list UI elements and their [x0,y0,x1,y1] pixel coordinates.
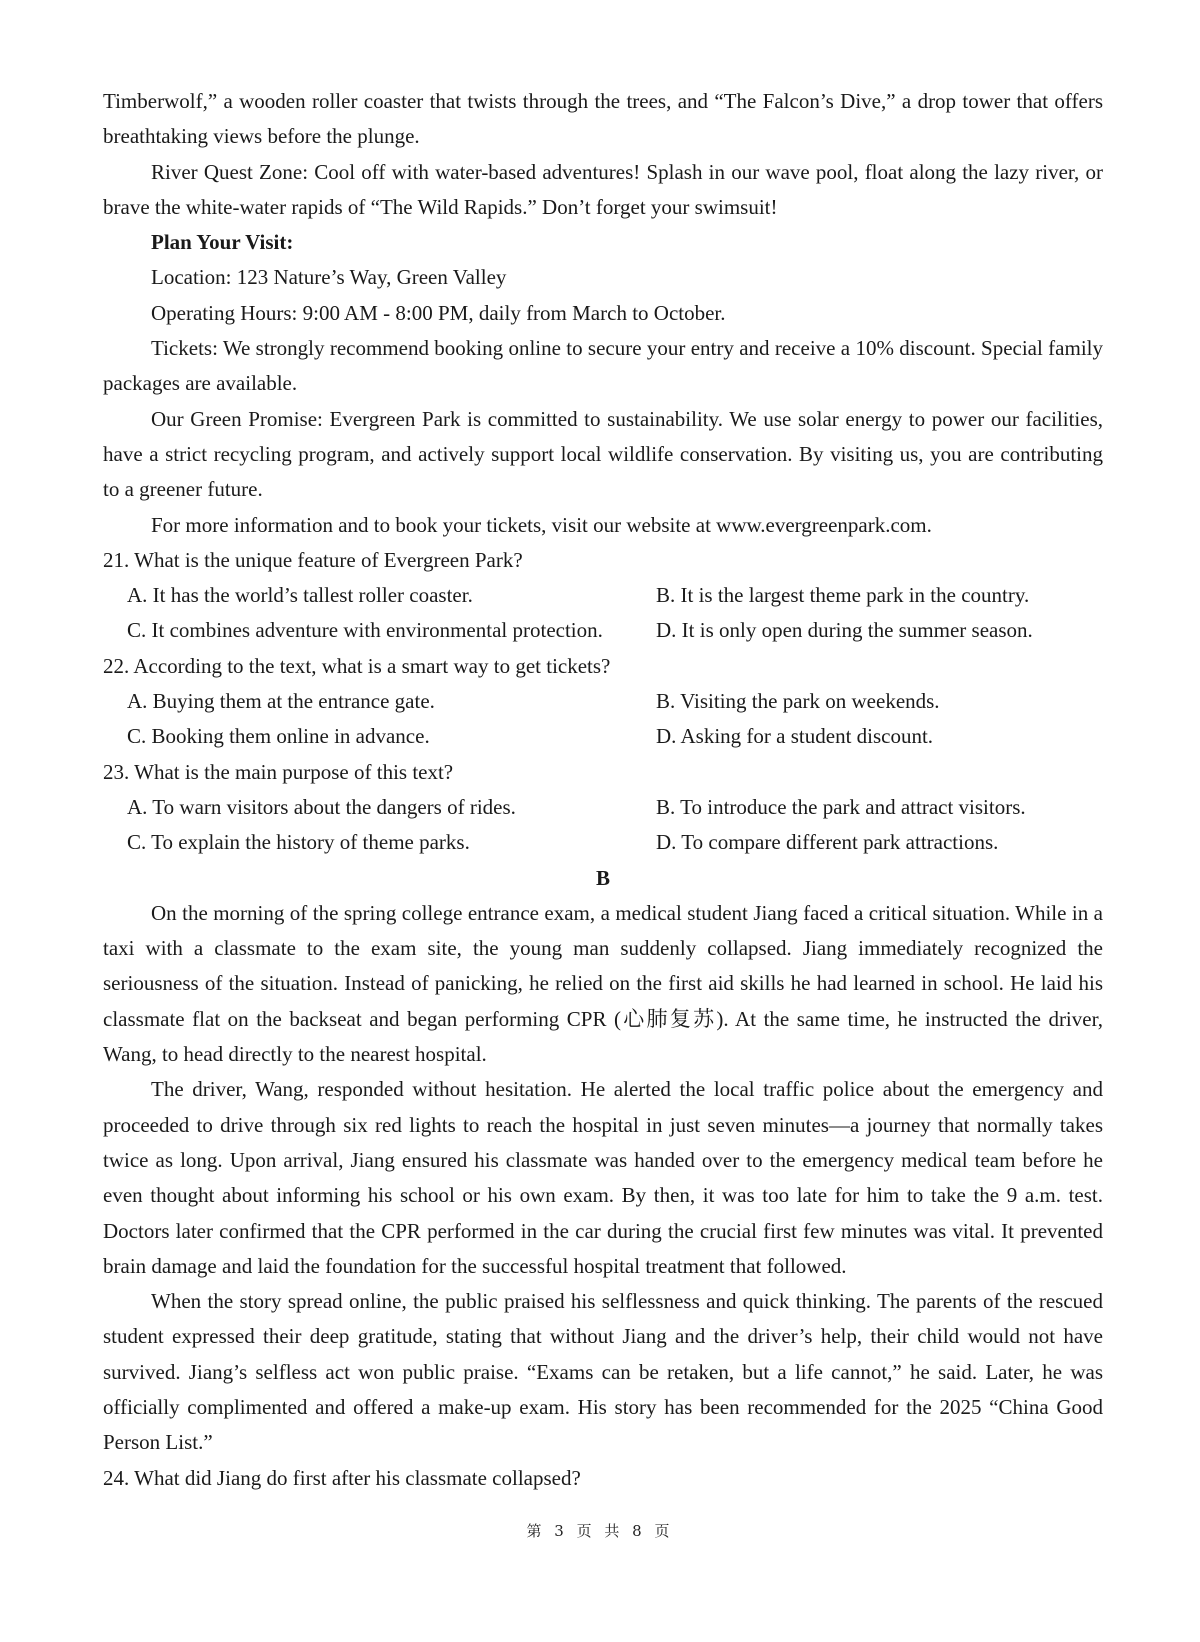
question-22-stem: 22. According to the text, what is a smart way to get tickets? [103,653,611,678]
plan-visit-heading: Plan Your Visit: [151,230,294,255]
question-23-option-a[interactable]: A. To warn visitors about the dangers of rides. [127,794,516,819]
green-promise: Our Green Promise: Evergreen Park is committed to sustainability. We use solar energy to power our facilities, have a strict recycling program, and actively support local wildlife conservation. By visiting us, you are contributing to a greener future. [103,406,1103,502]
question-23-option-c[interactable]: C. To explain the history of theme parks. [127,830,470,855]
park-location: Location: 123 Nature’s Way, Green Valley [151,265,507,290]
question-21-option-a[interactable]: A. It has the world’s tallest roller coaster. [127,583,473,608]
question-22-option-b[interactable]: B. Visiting the park on weekends. [656,689,940,714]
page-number-footer: 第 3 页 共 8 页 [526,1522,674,1540]
question-23-option-d[interactable]: D. To compare different park attractions. [656,830,999,855]
question-22-option-d[interactable]: D. Asking for a student discount. [656,724,934,749]
question-23-option-b[interactable]: B. To introduce the park and attract visitors. [656,794,1026,819]
tickets-info: Tickets: We strongly recommend booking online to secure your entry and receive a 10% discount. Special family packages are available. [103,336,1103,396]
question-22-options [103,684,1103,755]
question-23-options [103,790,1103,861]
operating-hours: Operating Hours: 9:00 AM - 8:00 PM, daily from March to October. [151,300,726,325]
question-22-option-c[interactable]: C. Booking them online in advance. [127,724,430,749]
passage-b-paragraph-3: When the story spread online, the public praised his selflessness and quick thinking. The parents of the rescued student expressed their deep gratitude, stating that without Jiang and the driver’s help, their child would not have survived. Jiang’s selfless act won public praise. “Exams can be retaken, but a life cannot,” he said. Later, he was officially complimented and offered a make-up exam. His story has been recommended for the 2025 “China Good Person List.” [103,1289,1103,1455]
passage-a-river-quest: River Quest Zone: Cool off with water-based adventures! Splash in our wave pool, float along the lazy river, or brave the white-water rapids of “The Wild Rapids.” Don’t forget your swimsuit! [103,159,1103,219]
question-21-options [103,578,1103,649]
exam-page [103,84,1103,1496]
question-21-stem: 21. What is the unique feature of Evergreen Park? [103,547,523,572]
passage-b-paragraph-2: The driver, Wang, responded without hesitation. He alerted the local traffic police about the emergency and proceeded to drive through six red lights to reach the hospital in just seven minutes—a journey that normally takes twice as long. Upon arrival, Jiang ensured his classmate was handed over to the emergency medical team before he even thought about informing his school or his own exam. By then, it was too late for him to take the 9 a.m. test. Doctors later confirmed that the CPR performed in the car during the crucial first few minutes was vital. It prevented brain damage and laid the foundation for the successful hospital treatment that followed. [103,1077,1103,1278]
section-b-heading: B [595,865,610,890]
question-22-option-a[interactable]: A. Buying them at the entrance gate. [127,689,435,714]
passage-b-paragraph-1: On the morning of the spring college entrance exam, a medical student Jiang faced a critical situation. While in a taxi with a classmate to the exam site, the young man suddenly collapsed. Jiang immediately recognized the seriousness of the situation. Instead of panicking, he relied on the first aid skills he had learned in school. He laid his classmate flat on the backseat and began performing CPR (心肺复苏). At the same time, he instructed the driver, Wang, to head directly to the nearest hospital. [103,900,1103,1067]
question-24-stem: 24. What did Jiang do first after his classmate collapsed? [103,1465,581,1490]
passage-a-intro-continuation: Timberwolf,” a wooden roller coaster that twists through the trees, and “The Falcon’s Dive,” a drop tower that offers breathtaking views before the plunge. [103,89,1103,149]
question-23-stem: 23. What is the main purpose of this text? [103,759,454,784]
question-21-option-b[interactable]: B. It is the largest theme park in the country. [656,583,1030,608]
more-info: For more information and to book your tickets, visit our website at www.evergreenpark.com. [151,512,932,537]
question-21-option-d[interactable]: D. It is only open during the summer season. [656,618,1033,643]
question-21-option-c[interactable]: C. It combines adventure with environmental protection. [127,618,603,643]
